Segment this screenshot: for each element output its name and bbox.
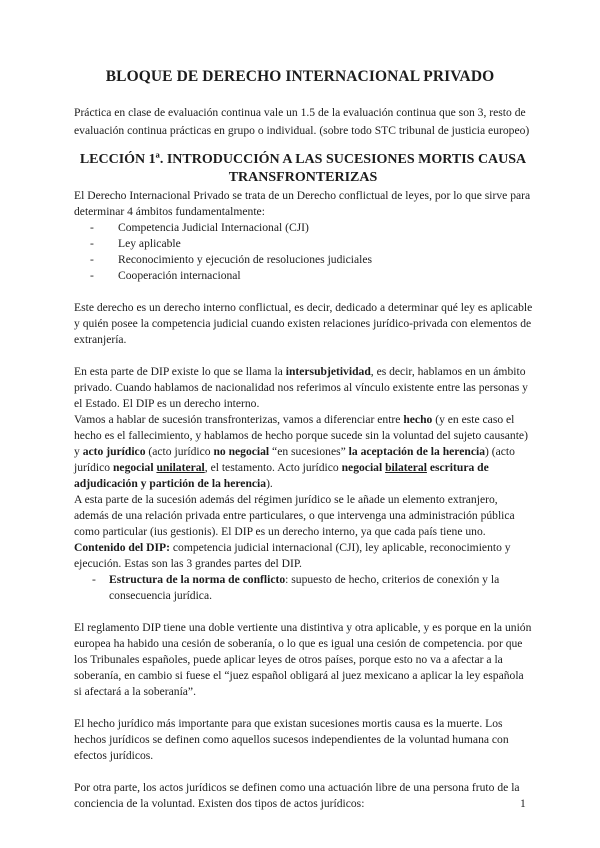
term-intersubjetividad: intersubjetividad: [285, 365, 371, 378]
lesson-title-line1: LECCIÓN 1ª. INTRODUCCIÓN A LAS SUCESIONES MORTIS CAUSA: [79, 152, 527, 167]
term-estructura-norma: Estructura de la norma de conflicto: [109, 573, 286, 586]
list-item: - Competencia Judicial Internacional (CJI): [74, 220, 534, 236]
estructura-list: [74, 572, 534, 604]
term-contenido-dip: Contenido del DIP:: [74, 541, 170, 554]
list-item: - Estructura de la norma de conflicto: supuesto de hecho, criterios de conexión y la consecuencia jurídica.: [74, 572, 534, 604]
term-hecho: hecho: [403, 413, 433, 426]
term-no-negocial: no negocial: [213, 445, 270, 458]
document-title: BLOQUE DE DERECHO INTERNACIONAL PRIVADO: [105, 68, 495, 85]
term-negocial: negocial: [112, 461, 154, 474]
document-body: [74, 188, 534, 812]
term-negocial-2: negocial: [341, 461, 383, 474]
ambitos-list: [74, 220, 534, 284]
paragraph-reglamento: El reglamento DIP tiene una doble vertiente una distintiva y otra aplicable, y es porque en la unión europea ha habido una cesión de soberanía, o lo que es igual una cesión de competencia. por que los Tribunales españoles, puede aplicar leyes de otros países, porque esto no va a afectar a la soberanía, en cambio si fuese el “juez español obligará al juez mexicano a aplicar la ley española si afectará a la soberanía”.: [74, 621, 532, 698]
paragraph-sucesion: Vamos a hablar de sucesión transfronterizas, vamos a diferenciar entre hecho (y en este caso el hecho es el fallecimiento, y hablamos de hecho porque sucede sin la voluntad del sujeto causante) y acto jurídico (acto jurídico no negocial “en sucesiones” la aceptación de la herencia) (acto jurídico negocial unilateral, el testamento. Acto jurídico negocial bilateral escritura de adjudicación y partición de la herencia).: [74, 413, 528, 490]
paragraph-hecho-juridico: El hecho jurídico más importante para que existan sucesiones mortis causa es la muerte. Los hechos jurídicos se definen como aquellos sucesos independientes de la voluntad humana con efectos jurídicos.: [74, 717, 509, 762]
lesson-title-line2: TRANSFRONTERIZAS: [228, 170, 378, 185]
term-unilateral: unilateral: [156, 461, 205, 474]
paragraph-intersubjetividad: En esta parte de DIP existe lo que se llama la intersubjetividad, es decir, hablamos en un ámbito privado. Cuando hablamos de nacionalidad nos referimos al vínculo existente entre las personas y el Estado. El DIP es un derecho interno.: [74, 365, 528, 410]
lesson-title: [74, 151, 532, 187]
intro-paragraph: Práctica en clase de evaluación continua vale un 1.5 de la evaluación continua que son 3, resto de evaluación continua prácticas en grupo o individual. (sobre todo STC tribunal de justicia europeo): [74, 106, 530, 137]
paragraph-contenido: Contenido del DIP: competencia judicial internacional (CJI), ley aplicable, reconocimiento y ejecución. Estas son las 3 grandes partes del DIP.: [74, 541, 511, 570]
paragraph-derecho-interno: Este derecho es un derecho interno conflictual, es decir, dedicado a determinar qué ley es aplicable y quién posee la competencia judicial cuando existen relaciones jurídico-privada con elementos de extranjería.: [74, 301, 533, 346]
list-item: - Cooperación internacional: [74, 268, 534, 284]
list-item: - Ley aplicable: [74, 236, 534, 252]
paragraph-elemento-extranjero: A esta parte de la sucesión además del régimen jurídico se le añade un elemento extranjero, además de una relación privada entre particulares, o que intervenga una administración pública como particular (ius gestionis). El DIP es un derecho interno, ya que cada país tiene uno.: [74, 493, 515, 538]
list-item: - Reconocimiento y ejecución de resoluciones judiciales: [74, 252, 534, 268]
term-escritura: escritura de adjudicación y partición de la herencia: [74, 461, 489, 490]
page-number: 1: [520, 797, 526, 810]
paragraph-actos-juridicos: Por otra parte, los actos jurídicos se definen como una actuación libre de una persona fruto de la conciencia de la voluntad. Existen dos tipos de actos jurídicos:: [74, 781, 520, 810]
term-aceptacion-herencia: la aceptación de la herencia: [348, 445, 485, 458]
term-acto-juridico: acto jurídico: [82, 445, 146, 458]
term-bilateral: bilateral: [385, 461, 427, 474]
paragraph-dip-definition: El Derecho Internacional Privado se trata de un Derecho conflictual de leyes, por lo que sirve para determinar 4 ámbitos fundamentalmente:: [74, 189, 531, 218]
